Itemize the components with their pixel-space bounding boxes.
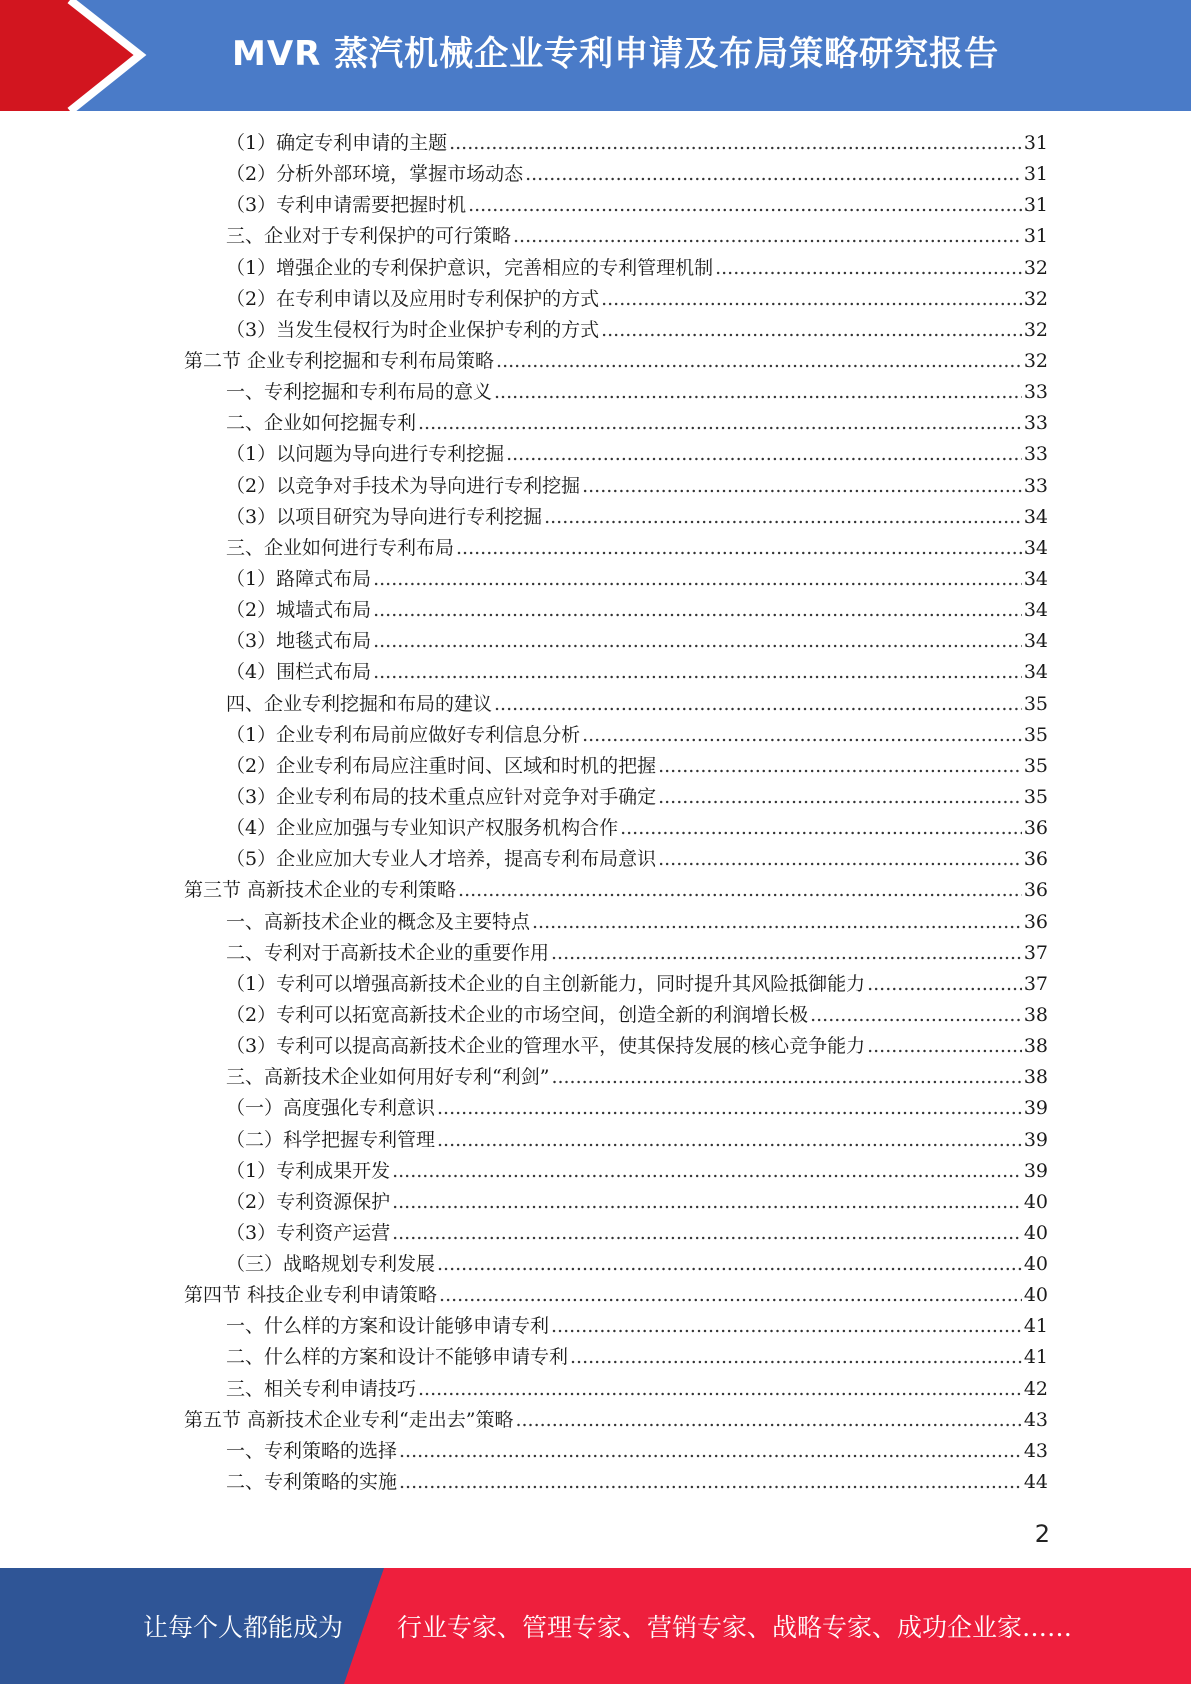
toc-entry-label: （2）在专利申请以及应用时专利保护的方式 bbox=[226, 287, 600, 310]
toc-entry-page: 38 bbox=[1023, 1035, 1048, 1058]
toc-entry-label: （2）城墙式布局 bbox=[226, 599, 372, 622]
toc-entry-label: 一、高新技术企业的概念及主要特点 bbox=[226, 910, 531, 933]
document-title: MVR 蒸汽机械企业专利申请及布局策略研究报告 bbox=[232, 34, 1000, 74]
toc-entry-page: 42 bbox=[1023, 1377, 1048, 1400]
toc-dot-leader bbox=[437, 1249, 1022, 1280]
toc-entry-page: 33 bbox=[1023, 412, 1048, 435]
toc-entry[interactable] bbox=[184, 284, 1048, 315]
toc-dot-leader bbox=[456, 533, 1022, 564]
toc-dot-leader bbox=[392, 1218, 1022, 1249]
toc-entry-label: 第三节 高新技术企业的专利策略 bbox=[184, 879, 457, 902]
toc-dot-leader bbox=[373, 657, 1022, 688]
toc-dot-leader bbox=[658, 844, 1022, 875]
toc-entry[interactable] bbox=[184, 1436, 1048, 1467]
toc-entry[interactable] bbox=[184, 128, 1048, 159]
toc-entry-label: （4）围栏式布局 bbox=[226, 661, 372, 684]
toc-entry[interactable] bbox=[184, 315, 1048, 346]
toc-entry-page: 37 bbox=[1023, 941, 1048, 964]
toc-dot-leader bbox=[373, 595, 1022, 626]
toc-entry-label: 一、什么样的方案和设计能够申请专利 bbox=[226, 1315, 550, 1338]
toc-dot-leader bbox=[658, 751, 1022, 782]
toc-entry[interactable] bbox=[184, 1156, 1048, 1187]
table-of-contents bbox=[184, 128, 1048, 1498]
toc-entry[interactable] bbox=[184, 938, 1048, 969]
toc-entry-page: 36 bbox=[1023, 910, 1048, 933]
toc-entry-label: 三、企业对于专利保护的可行策略 bbox=[226, 225, 512, 248]
toc-entry[interactable] bbox=[184, 471, 1048, 502]
toc-entry[interactable] bbox=[184, 439, 1048, 470]
toc-entry-label: （2）分析外部环境，掌握市场动态 bbox=[226, 163, 524, 186]
toc-entry-page: 35 bbox=[1023, 692, 1048, 715]
toc-entry[interactable] bbox=[184, 159, 1048, 190]
toc-entry[interactable] bbox=[184, 907, 1048, 938]
toc-entry-label: （1）企业专利布局前应做好专利信息分析 bbox=[226, 723, 581, 746]
toc-entry-label: （1）专利成果开发 bbox=[226, 1159, 391, 1182]
toc-entry-label: （4）企业应加强与专业知识产权服务机构合作 bbox=[226, 817, 619, 840]
toc-entry[interactable] bbox=[184, 1311, 1048, 1342]
toc-entry-page: 32 bbox=[1023, 287, 1048, 310]
toc-entry-label: （2）以竞争对手技术为导向进行专利挖掘 bbox=[226, 474, 581, 497]
toc-dot-leader bbox=[373, 626, 1022, 657]
toc-entry-page: 40 bbox=[1023, 1284, 1048, 1307]
toc-entry[interactable] bbox=[184, 1374, 1048, 1405]
toc-dot-leader bbox=[525, 159, 1022, 190]
toc-entry[interactable] bbox=[184, 190, 1048, 221]
page-number: 2 bbox=[1034, 1520, 1050, 1548]
toc-entry-page: 32 bbox=[1023, 318, 1048, 341]
toc-entry[interactable] bbox=[184, 1031, 1048, 1062]
page-header bbox=[0, 0, 1191, 111]
toc-entry[interactable] bbox=[184, 626, 1048, 657]
toc-entry-label: 三、高新技术企业如何用好专利“利剑” bbox=[226, 1066, 550, 1089]
toc-entry[interactable] bbox=[184, 689, 1048, 720]
toc-entry[interactable] bbox=[184, 844, 1048, 875]
toc-entry-page: 36 bbox=[1023, 817, 1048, 840]
toc-dot-leader bbox=[582, 471, 1022, 502]
toc-entry[interactable] bbox=[184, 1467, 1048, 1498]
toc-entry[interactable] bbox=[184, 1093, 1048, 1124]
toc-entry-label: （5）企业应加大专业人才培养，提高专利布局意识 bbox=[226, 848, 657, 871]
toc-entry-page: 34 bbox=[1023, 630, 1048, 653]
toc-entry-label: 一、专利策略的选择 bbox=[226, 1439, 398, 1462]
toc-entry[interactable] bbox=[184, 813, 1048, 844]
toc-entry-page: 36 bbox=[1023, 848, 1048, 871]
toc-entry[interactable] bbox=[184, 1187, 1048, 1218]
toc-entry[interactable] bbox=[184, 377, 1048, 408]
toc-entry-page: 34 bbox=[1023, 536, 1048, 559]
toc-dot-leader bbox=[544, 502, 1022, 533]
toc-dot-leader bbox=[439, 1280, 1022, 1311]
toc-dot-leader bbox=[551, 1062, 1021, 1093]
toc-entry-page: 35 bbox=[1023, 723, 1048, 746]
toc-entry-label: 三、相关专利申请技巧 bbox=[226, 1377, 417, 1400]
toc-entry[interactable] bbox=[184, 533, 1048, 564]
toc-dot-leader bbox=[392, 1187, 1022, 1218]
toc-entry-label: （一）高度强化专利意识 bbox=[226, 1097, 436, 1120]
toc-entry-page: 34 bbox=[1023, 661, 1048, 684]
toc-dot-leader bbox=[437, 1093, 1022, 1124]
toc-entry[interactable] bbox=[184, 751, 1048, 782]
toc-entry-label: （1）专利可以增强高新技术企业的自主创新能力，同时提升其风险抵御能力 bbox=[226, 972, 866, 995]
toc-entry[interactable] bbox=[184, 221, 1048, 252]
toc-entry-page: 32 bbox=[1023, 256, 1048, 279]
toc-entry-page: 43 bbox=[1023, 1408, 1048, 1431]
toc-entry-page: 39 bbox=[1023, 1159, 1048, 1182]
toc-dot-leader bbox=[515, 1405, 1021, 1436]
toc-entry-page: 44 bbox=[1023, 1471, 1048, 1494]
toc-entry[interactable] bbox=[184, 782, 1048, 813]
toc-dot-leader bbox=[513, 221, 1022, 252]
toc-entry-label: （3）当发生侵权行为时企业保护专利的方式 bbox=[226, 318, 600, 341]
toc-entry-label: （3）专利资产运营 bbox=[226, 1221, 391, 1244]
toc-entry-label: （3）地毯式布局 bbox=[226, 630, 372, 653]
footer-slogan-right: 行业专家、管理专家、营销专家、战略专家、成功企业家…… bbox=[397, 1613, 1073, 1642]
toc-entry-label: （3）专利申请需要把握时机 bbox=[226, 194, 467, 217]
toc-entry[interactable] bbox=[184, 253, 1048, 284]
toc-entry[interactable] bbox=[184, 1125, 1048, 1156]
toc-dot-leader bbox=[570, 1342, 1022, 1373]
toc-entry-page: 38 bbox=[1023, 1066, 1048, 1089]
toc-entry[interactable] bbox=[184, 408, 1048, 439]
toc-entry-page: 40 bbox=[1023, 1253, 1048, 1276]
toc-entry-page: 39 bbox=[1023, 1128, 1048, 1151]
toc-entry-page: 37 bbox=[1023, 972, 1048, 995]
toc-entry-label: （3）企业专利布局的技术重点应针对竞争对手确定 bbox=[226, 785, 657, 808]
toc-dot-leader bbox=[494, 689, 1022, 720]
toc-entry-label: （二）科学把握专利管理 bbox=[226, 1128, 436, 1151]
toc-entry-label: 三、企业如何进行专利布局 bbox=[226, 536, 455, 559]
toc-entry-page: 40 bbox=[1023, 1221, 1048, 1244]
toc-entry[interactable] bbox=[184, 720, 1048, 751]
toc-entry[interactable] bbox=[184, 1062, 1048, 1093]
toc-entry-label: 四、企业专利挖掘和布局的建议 bbox=[226, 692, 493, 715]
toc-entry-page: 34 bbox=[1023, 567, 1048, 590]
toc-entry-page: 36 bbox=[1023, 879, 1048, 902]
toc-entry-page: 32 bbox=[1023, 349, 1048, 372]
toc-entry-page: 31 bbox=[1023, 132, 1048, 154]
toc-entry-page: 31 bbox=[1023, 163, 1048, 186]
toc-entry-label: 第四节 科技企业专利申请策略 bbox=[184, 1284, 438, 1307]
toc-entry-label: （三）战略规划专利发展 bbox=[226, 1253, 436, 1276]
toc-entry-page: 39 bbox=[1023, 1097, 1048, 1120]
toc-entry-label: （2）专利可以拓宽高新技术企业的市场空间，创造全新的利润增长极 bbox=[226, 1003, 809, 1026]
toc-dot-leader bbox=[620, 813, 1022, 844]
toc-dot-leader bbox=[867, 969, 1022, 1000]
toc-entry-label: 一、专利挖掘和专利布局的意义 bbox=[226, 381, 493, 404]
toc-entry-label: （1）确定专利申请的主题 bbox=[226, 132, 448, 154]
toc-dot-leader bbox=[532, 907, 1022, 938]
toc-dot-leader bbox=[399, 1436, 1022, 1467]
toc-entry-label: 二、什么样的方案和设计不能够申请专利 bbox=[226, 1346, 569, 1369]
toc-entry[interactable] bbox=[184, 1000, 1048, 1031]
toc-entry-label: （1）增强企业的专利保护意识，完善相应的专利管理机制 bbox=[226, 256, 714, 279]
toc-entry-page: 41 bbox=[1023, 1346, 1048, 1369]
header-arrow-decoration bbox=[0, 0, 160, 111]
toc-entry-page: 43 bbox=[1023, 1439, 1048, 1462]
toc-entry-label: （2）企业专利布局应注重时间、区域和时机的把握 bbox=[226, 754, 657, 777]
toc-dot-leader bbox=[373, 564, 1022, 595]
toc-entry-label: （3）专利可以提高高新技术企业的管理水平，使其保持发展的核心竞争能力 bbox=[226, 1035, 866, 1058]
toc-dot-leader bbox=[449, 128, 1022, 159]
toc-dot-leader bbox=[658, 782, 1022, 813]
toc-entry[interactable] bbox=[184, 1280, 1048, 1311]
toc-entry-page: 40 bbox=[1023, 1190, 1048, 1213]
toc-entry-label: 二、企业如何挖掘专利 bbox=[226, 412, 417, 435]
toc-entry[interactable] bbox=[184, 346, 1048, 377]
toc-entry-page: 31 bbox=[1023, 194, 1048, 217]
toc-entry[interactable] bbox=[184, 1342, 1048, 1373]
toc-dot-leader bbox=[601, 315, 1022, 346]
toc-entry-page: 41 bbox=[1023, 1315, 1048, 1338]
toc-entry-label: 二、专利策略的实施 bbox=[226, 1471, 398, 1494]
toc-dot-leader bbox=[399, 1467, 1022, 1498]
toc-entry[interactable] bbox=[184, 1405, 1048, 1436]
toc-entry-page: 35 bbox=[1023, 785, 1048, 808]
toc-entry[interactable] bbox=[184, 564, 1048, 595]
toc-entry-label: （2）专利资源保护 bbox=[226, 1190, 391, 1213]
toc-entry-label: （1）以问题为导向进行专利挖掘 bbox=[226, 443, 505, 466]
toc-dot-leader bbox=[437, 1125, 1022, 1156]
toc-entry-page: 35 bbox=[1023, 754, 1048, 777]
toc-dot-leader bbox=[418, 408, 1022, 439]
toc-entry-page: 33 bbox=[1023, 443, 1048, 466]
footer-slogan-left: 让每个人都能成为 bbox=[143, 1613, 344, 1642]
toc-dot-leader bbox=[494, 377, 1022, 408]
toc-dot-leader bbox=[468, 190, 1022, 221]
toc-entry-label: （3）以项目研究为导向进行专利挖掘 bbox=[226, 505, 543, 528]
toc-entry-page: 33 bbox=[1023, 474, 1048, 497]
toc-dot-leader bbox=[715, 253, 1022, 284]
toc-entry-page: 31 bbox=[1023, 225, 1048, 248]
toc-entry-label: 第二节 企业专利挖掘和专利布局策略 bbox=[184, 349, 495, 372]
toc-dot-leader bbox=[551, 1311, 1022, 1342]
toc-dot-leader bbox=[551, 938, 1022, 969]
toc-dot-leader bbox=[458, 875, 1022, 906]
toc-entry[interactable] bbox=[184, 595, 1048, 626]
toc-dot-leader bbox=[867, 1031, 1022, 1062]
toc-entry-page: 34 bbox=[1023, 505, 1048, 528]
toc-entry-page: 34 bbox=[1023, 599, 1048, 622]
page-footer bbox=[0, 1568, 1191, 1684]
toc-entry[interactable] bbox=[184, 969, 1048, 1000]
toc-dot-leader bbox=[810, 1000, 1022, 1031]
toc-entry-label: 第五节 高新技术企业专利“走出去”策略 bbox=[184, 1408, 514, 1431]
toc-dot-leader bbox=[506, 439, 1022, 470]
toc-entry-page: 38 bbox=[1023, 1003, 1048, 1026]
toc-entry[interactable] bbox=[184, 502, 1048, 533]
toc-entry[interactable] bbox=[184, 657, 1048, 688]
toc-dot-leader bbox=[392, 1156, 1022, 1187]
toc-entry-label: （1）路障式布局 bbox=[226, 567, 372, 590]
toc-entry-page: 33 bbox=[1023, 381, 1048, 404]
toc-entry-label: 二、专利对于高新技术企业的重要作用 bbox=[226, 941, 550, 964]
toc-entry[interactable] bbox=[184, 1218, 1048, 1249]
toc-dot-leader bbox=[496, 346, 1022, 377]
toc-entry[interactable] bbox=[184, 875, 1048, 906]
toc-dot-leader bbox=[418, 1374, 1022, 1405]
toc-dot-leader bbox=[582, 720, 1022, 751]
toc-dot-leader bbox=[601, 284, 1022, 315]
toc-entry[interactable] bbox=[184, 1249, 1048, 1280]
